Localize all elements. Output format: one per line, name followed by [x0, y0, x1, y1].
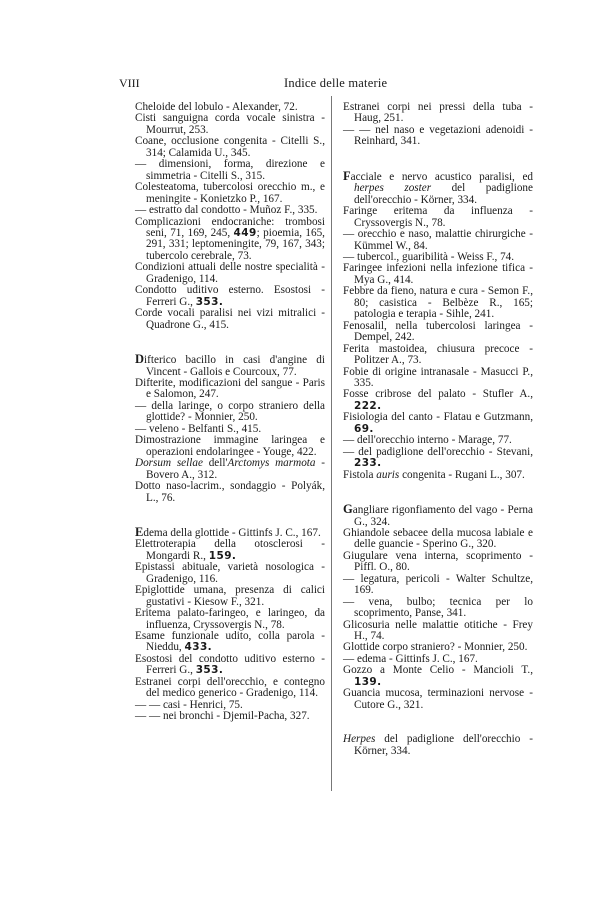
index-entry	[135, 677, 325, 700]
entry-text: — vena, bulbo; tecnica per lo scoprimento, Panse, 341.	[343, 595, 533, 620]
entry-text: — tubercol., guaribilità - Weiss F., 74.	[343, 250, 515, 263]
index-entry	[135, 354, 325, 378]
page-number: VIII	[119, 76, 140, 90]
index-entry	[135, 401, 325, 424]
page-ref-bold: 69.	[354, 422, 374, 435]
section-gap	[135, 331, 325, 354]
entry-text: Difterite, modificazioni del sangue - Paris e Salomon, 247.	[135, 376, 325, 401]
entry-text: Giugulare vena interna, scoprimento - Piffl. O., 80.	[343, 549, 533, 574]
index-column-left	[135, 102, 325, 723]
index-entry	[343, 597, 533, 620]
entry-text: Estranei corpi dell'orecchio, e contegno del medico generico - Gradenigo, 114.	[135, 675, 325, 700]
entry-text: dema della glottide - Gittinfs J. C., 167.	[143, 526, 321, 539]
index-entry	[135, 481, 325, 504]
entry-text: Esostosi del condotto uditivo esterno - Ferreri G.,	[135, 652, 325, 677]
entry-text: — edema - Gittinfs J. C., 167.	[343, 652, 478, 665]
entry-text: — — casi - Henrici, 75.	[135, 698, 243, 711]
entry-text: Faringe eritema da influenza - Cryssovergis N., 78.	[343, 205, 533, 229]
entry-text: Dotto naso-lacrim., sondaggio - Polyák, L., 76.	[135, 480, 325, 504]
entry-text: — veleno - Belfanti S., 415.	[135, 422, 262, 435]
index-entry	[343, 206, 533, 229]
index-entry	[135, 608, 325, 631]
index-entry	[343, 229, 533, 252]
entry-text: Condizioni attuali delle nostre specialità - Gradenigo, 114.	[135, 261, 325, 285]
page-ref-bold: 353.	[195, 664, 224, 677]
index-entry	[135, 136, 325, 159]
section-gap	[343, 148, 533, 171]
index-entry	[343, 168, 533, 206]
entry-text: Faringee infezioni nella infezione tifica - Mya G., 414.	[343, 262, 533, 286]
entry-text: congenita - Rugani L., 307.	[399, 468, 525, 481]
index-entry	[135, 217, 325, 263]
section-initial: D	[135, 352, 145, 367]
entry-text: — — nei bronchi - Djemil-Pacha, 327.	[135, 710, 310, 723]
entry-text: Guancia mucosa, terminazioni nervose - Cutore G., 321.	[343, 687, 533, 711]
index-entry	[135, 378, 325, 401]
entry-text: Coane, occlusione congenita - Citelli S., 314; Calamida U., 345.	[135, 135, 325, 159]
index-entry	[135, 631, 325, 654]
index-entry	[135, 262, 325, 285]
index-entry	[343, 574, 533, 597]
entry-text: Fobie di origine intranasale - Masucci P., 335.	[343, 365, 533, 389]
italic-term: auris	[376, 468, 400, 481]
entry-text: Fisiologia del canto - Flatau e Gutzmann,	[343, 411, 533, 424]
entry-text: Eritema palato-faringeo, e laringeo, da influenza, Cryssovergis N., 78.	[135, 607, 325, 631]
column-divider	[331, 96, 332, 791]
entry-text: — legatura, pericoli - Walter Schultze, 169.	[343, 572, 533, 597]
index-entry	[135, 539, 325, 562]
entry-text: Cisti sanguigna corda vocale sinistra - Mourrut, 253.	[135, 112, 325, 136]
entry-text: ifterico bacillo in casi d'angine di Vincent - Gallois e Courcoux, 77.	[144, 354, 325, 378]
page-ref-bold: 159.	[208, 549, 237, 562]
italic-term: Arctomys marmota	[227, 457, 316, 470]
index-entry	[343, 504, 533, 528]
index-entry	[343, 620, 533, 643]
entry-text: — dimensioni, forma, direzione e simmetria - Citelli S., 315.	[135, 158, 325, 182]
section-gap	[343, 481, 533, 504]
entry-text: dell'	[202, 457, 228, 470]
entry-text: Esame funzionale udito, colla parola - Nieddu,	[135, 630, 325, 654]
italic-term: herpes zoster	[354, 182, 432, 195]
entry-text: — estratto dal condotto - Muñoz F., 335.	[135, 204, 318, 217]
entry-text: Corde vocali paralisi nei vizi mitralici - Quadrone G., 415.	[135, 307, 325, 331]
entry-text: Dimostrazione immagine laringea e operazioni endolaringee - Youge, 422.	[135, 434, 325, 458]
section-gap	[343, 711, 533, 734]
index-entry	[343, 528, 533, 551]
entry-text: — — nel naso e vegetazioni adenoidi - Reinhard, 341.	[343, 123, 533, 148]
index-entry	[135, 585, 325, 608]
index-column-right	[343, 102, 533, 757]
index-entry	[343, 367, 533, 390]
page-ref-bold: 353.	[195, 295, 224, 308]
index-entry	[135, 435, 325, 458]
italic-term: Dorsum sellae	[135, 457, 203, 470]
entry-text: — orecchio e naso, malattie chirurgiche - Kümmel W., 84.	[343, 228, 533, 252]
section-gap	[135, 504, 325, 527]
entry-text: Fosse cribrose del palato - Stufler A.,	[343, 388, 533, 401]
index-entry	[343, 286, 533, 320]
index-entry	[135, 711, 325, 722]
index-entry	[343, 734, 533, 757]
index-entry	[343, 447, 533, 470]
entry-text: Epistassi abituale, varietà nosologica - Gradenigo, 116.	[135, 561, 325, 585]
index-entry	[135, 182, 325, 205]
index-entry	[343, 665, 533, 688]
index-entry	[343, 344, 533, 367]
index-entry	[135, 285, 325, 308]
page-ref-bold: 233.	[354, 457, 382, 470]
entry-text: Fenosalil, nella tubercolosi laringea - Dempel, 242.	[343, 319, 533, 344]
entry-text: del padiglione dell'orecchio - Körner, 334.	[354, 182, 533, 206]
entry-text: Febbre da fieno, natura e cura - Semon F., 80; casistica - Belbèze R., 165; patologia e terapia - Sihle, 241.	[343, 285, 533, 321]
entry-text: acciale e nervo acustico paralisi, ed	[350, 170, 533, 183]
entry-text: Colesteatoma, tubercolosi orecchio m., e meningite - Konietzko P., 167.	[135, 181, 325, 205]
index-entry	[135, 113, 325, 136]
entry-text: ; pioemia, 165, 291, 331; leptomeningite, 79, 167, 343; tubercolo cerebrale, 73.	[146, 226, 325, 262]
index-entry	[343, 412, 533, 435]
entry-text: Glicosuria nelle malattie otitiche - Frey H., 74.	[343, 618, 533, 643]
running-title: Indice delle materie	[284, 76, 388, 90]
entry-text: angliare rigonfiamento del vago - Perna G., 324.	[352, 504, 533, 528]
index-entry	[343, 470, 533, 481]
index-entry	[135, 458, 325, 481]
entry-text: del padiglione dell'orecchio - Körner, 334.	[354, 733, 533, 757]
entry-text: Complicazioni endocraniche: trombosi seni, 71, 169, 245,	[135, 215, 325, 239]
entry-text: Ferita mastoidea, chiusura precoce - Politzer A., 73.	[343, 342, 533, 367]
italic-term: Herpes	[343, 733, 376, 746]
entry-text: Glottide corpo straniero? - Monnier, 250.	[343, 641, 528, 654]
entry-text: Epiglottide umana, presenza di calici gustativi - Kiesow F., 321.	[135, 584, 325, 608]
entry-text: Ghiandole sebacee della mucosa labiale e delle guancie - Sperino G., 320.	[343, 526, 533, 551]
entry-text: Estranei corpi nei pressi della tuba - Haug, 251.	[343, 101, 533, 125]
index-entry	[343, 125, 533, 148]
index-entry	[343, 102, 533, 125]
section-initial: E	[135, 524, 144, 539]
page-ref-bold: 449	[233, 226, 257, 239]
entry-text: — del padiglione dell'orecchio - Stevani,	[343, 445, 533, 458]
section-initial: F	[343, 168, 351, 183]
index-entry	[135, 308, 325, 331]
index-entry	[343, 688, 533, 711]
entry-text: Fistola	[343, 468, 377, 481]
entry-text: — dell'orecchio interno - Marage, 77.	[343, 434, 512, 447]
entry-text: Gozzo a Monte Celio - Mancioli T.,	[343, 664, 533, 677]
index-entry	[135, 562, 325, 585]
entry-text: - Bovero A., 312.	[146, 457, 325, 481]
entry-text: — della laringe, o corpo straniero della glottide? - Monnier, 250.	[135, 399, 325, 424]
index-entry	[343, 263, 533, 286]
index-entry	[135, 654, 325, 677]
index-entry	[343, 551, 533, 574]
index-entry	[343, 389, 533, 412]
page-ref-bold: 222.	[354, 399, 382, 412]
index-entry	[135, 159, 325, 182]
page-ref-bold: 139.	[354, 675, 382, 688]
entry-text: Elettroterapia della otosclerosi - Mongardi R.,	[135, 538, 325, 562]
entry-text: Condotto uditivo esterno. Esostosi - Ferreri G.,	[135, 284, 325, 308]
entry-text: Cheloide del lobulo - Alexander, 72.	[135, 101, 298, 113]
page-ref-bold: 433.	[184, 641, 213, 654]
section-initial: G	[343, 502, 353, 517]
index-entry	[343, 321, 533, 344]
